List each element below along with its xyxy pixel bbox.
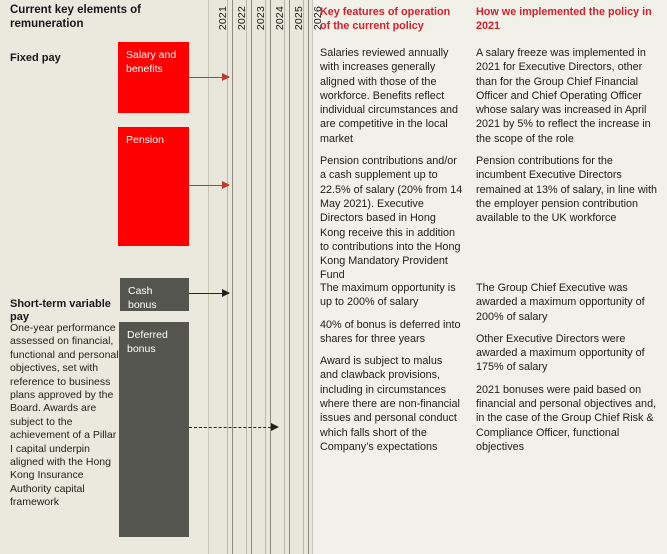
row-label-short-term-variable-pay: Short-term variable pay bbox=[10, 298, 111, 323]
year-rule-2026 bbox=[308, 0, 309, 554]
timeline-panel-edge bbox=[312, 0, 313, 554]
year-rule-2023-light bbox=[265, 0, 266, 554]
element-box-label: Pension bbox=[126, 134, 164, 146]
arrow-head-cash-bonus bbox=[222, 289, 230, 297]
year-rule-2022 bbox=[232, 0, 233, 554]
page-title: Current key elements of remuneration bbox=[10, 4, 142, 30]
row-body-short-term-variable-pay: One-year performance assessed on financial, functional and personal objectives, set with reference to business plans approved by the Board. Awards are subject to the achievement of a Pillar I capital underpin aligned with the Hong Kong Insurance Authority capital framework bbox=[10, 322, 119, 509]
right-column-section-2 bbox=[476, 281, 662, 454]
year-label-2026: 2026 bbox=[312, 6, 324, 31]
element-box-salary-and-benefits bbox=[118, 42, 189, 113]
arrow-line-deferred-bonus bbox=[189, 427, 276, 428]
year-rule-2023 bbox=[251, 0, 252, 554]
year-label-2025: 2025 bbox=[293, 6, 305, 31]
timeline-panel bbox=[208, 0, 313, 554]
paragraph: 2021 bonuses were paid based on financial and personal objectives and, in the case of the Group Chief Risk & Compliance Officer, functional objectives bbox=[476, 383, 657, 453]
middle-column-section-1 bbox=[320, 46, 463, 283]
paragraph: Award is subject to malus and clawback provisions, including in circumstances where there are non-financial issues and personal conduct which falls short of the Company’s expectations bbox=[320, 355, 460, 453]
right-column-section-1 bbox=[476, 46, 662, 226]
middle-column-section-2 bbox=[320, 281, 463, 454]
year-rule-2024 bbox=[270, 0, 271, 554]
row-label-fixed-pay: Fixed pay bbox=[10, 52, 61, 64]
element-box-pension bbox=[118, 127, 189, 246]
element-box-label: Deferred bonus bbox=[127, 329, 168, 355]
year-rule-2025-light bbox=[303, 0, 304, 554]
middle-column-heading: Key features of operation of the current policy bbox=[320, 6, 451, 32]
right-column-heading: How we implemented the policy in 2021 bbox=[476, 6, 652, 32]
year-rule-2021 bbox=[227, 0, 228, 554]
arrow-head-salary-and-benefits bbox=[222, 73, 230, 81]
year-rule-2024-light bbox=[284, 0, 285, 554]
arrow-head-pension bbox=[222, 181, 230, 189]
element-box-label: Cash bonus bbox=[128, 285, 157, 311]
paragraph: Other Executive Directors were awarded a maximum opportunity of 175% of salary bbox=[476, 332, 645, 374]
paragraph: Pension contributions for the incumbent Executive Directors remained at 13% of salary, in line with the employer pension contribution available to the UK workforce bbox=[476, 155, 658, 225]
year-rule-2022-light bbox=[246, 0, 247, 554]
paragraph: Pension contributions and/or a cash supplement up to 22.5% of salary (20% from 14 May 2021). Executive Directors based in Hong Kong receive this in addition to contributions into the Hong Kong Mandatory Provident Fund bbox=[320, 155, 463, 282]
element-box-cash-bonus bbox=[120, 278, 189, 311]
year-label-2021: 2021 bbox=[217, 6, 229, 31]
left-panel-edge bbox=[208, 0, 209, 554]
year-rule-2025 bbox=[289, 0, 290, 554]
paragraph: A salary freeze was implemented in 2021 for Executive Directors, other than for the Group Chief Financial Officer and Chief Operating Officer whose salary was increased in April 2021 by 5% to reflect the increase in the scope of the role bbox=[476, 47, 651, 145]
year-label-2023: 2023 bbox=[255, 6, 267, 31]
paragraph: The Group Chief Executive was awarded a maximum opportunity of 200% of salary bbox=[476, 282, 645, 323]
element-box-label: Salary and benefits bbox=[126, 49, 177, 75]
paragraph: Salaries reviewed annually with increases generally aligned with those of the workforce. Benefits reflect individual circumstances and are competitive in the local market bbox=[320, 47, 459, 145]
paragraph: The maximum opportunity is up to 200% of salary bbox=[320, 282, 456, 309]
year-label-2022: 2022 bbox=[236, 6, 248, 31]
paragraph: 40% of bonus is deferred into shares for three years bbox=[320, 318, 461, 345]
element-box-deferred-bonus bbox=[119, 322, 189, 537]
year-label-2024: 2024 bbox=[274, 6, 286, 31]
arrow-head-deferred-bonus bbox=[271, 423, 279, 431]
